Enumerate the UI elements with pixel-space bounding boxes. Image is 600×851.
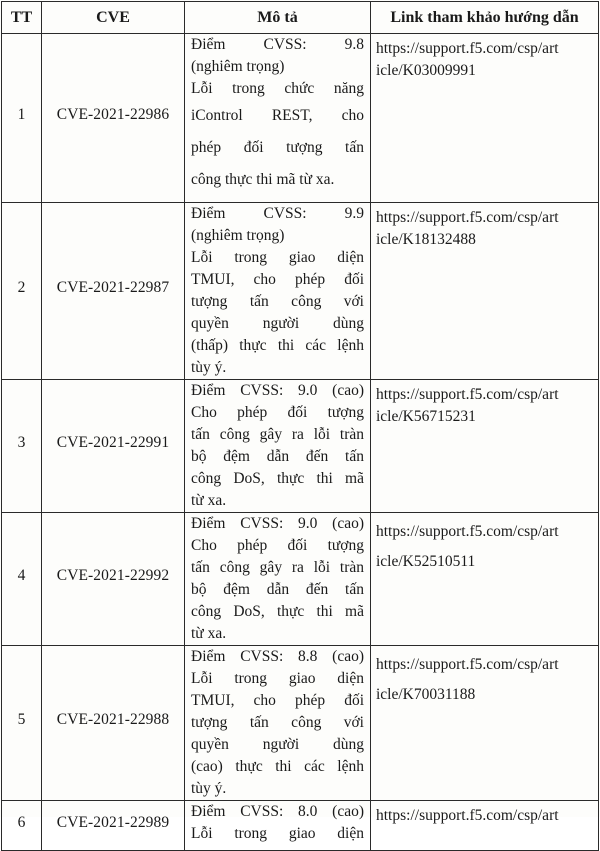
description-line: Cho phép đối tượng: [191, 404, 364, 421]
cve-id: CVE-2021-22986: [56, 106, 170, 123]
reference-link-line[interactable]: https://support.f5.com/csp/art: [376, 40, 559, 57]
cve-id-cell: [42, 203, 185, 380]
description-line: tùy ý.: [191, 359, 227, 376]
row-number-cell: [2, 34, 42, 203]
description-line: Lỗi trong giao diện: [191, 249, 364, 266]
description-line: (cao) thực thi các lệnh: [191, 758, 364, 775]
header-cve: CVE: [42, 2, 185, 34]
description-line: phép đối tượng tấn: [191, 139, 364, 156]
description-line: Điểm CVSS: 9.9: [191, 205, 364, 222]
reference-link-cell: [371, 34, 599, 203]
description-line: Cho phép đối tượng: [191, 537, 364, 554]
row-number-cell: [2, 380, 42, 513]
reference-link-cell: [371, 646, 599, 801]
description-line: Điểm CVSS: 9.0 (cao): [191, 515, 364, 532]
description-line: iControl REST, cho: [191, 107, 364, 124]
description-line: TMUI, cho phép đối: [191, 692, 364, 709]
row-number-cell: [2, 203, 42, 380]
row-number: 2: [17, 279, 26, 296]
description-line: công DoS, thực thi mã: [191, 470, 364, 487]
description-line: (nghiêm trọng): [191, 227, 285, 244]
description-cell: [185, 203, 371, 380]
description-line: bộ đệm dẫn đến tấn: [191, 448, 364, 465]
reference-link-line[interactable]: https://support.f5.com/csp/art: [376, 209, 559, 226]
cve-id-cell: [42, 380, 185, 513]
reference-link-line[interactable]: icle/K56715231: [376, 408, 476, 425]
description-line: tượng tấn công với: [191, 293, 364, 310]
description-line: (nghiêm trọng): [191, 58, 285, 75]
row-number-cell: [2, 513, 42, 646]
description-line: công DoS, thực thi mã: [191, 603, 364, 620]
table-row: [2, 646, 599, 801]
cve-id: CVE-2021-22987: [56, 279, 170, 296]
description-line: Điểm CVSS: 9.0 (cao): [191, 382, 364, 399]
header-reference-link: Link tham khảo hướng dẫn: [371, 2, 599, 34]
row-number: 4: [17, 567, 26, 584]
description-line: (thấp) thực thi các lệnh: [191, 337, 364, 354]
table-row: [2, 34, 599, 203]
reference-link-line[interactable]: https://support.f5.com/csp/art: [376, 807, 559, 824]
cve-id: CVE-2021-22989: [56, 813, 170, 831]
row-number-cell: [2, 801, 42, 851]
cve-id-cell: [42, 513, 185, 646]
reference-link-cell: [371, 380, 599, 513]
cve-id: CVE-2021-22988: [56, 711, 170, 728]
reference-link-line[interactable]: icle/K18132488: [376, 231, 476, 248]
description-line: Điểm CVSS: 8.0 (cao): [191, 803, 364, 820]
description-line: Điểm CVSS: 9.8: [191, 36, 364, 53]
table-row: [2, 513, 599, 646]
row-number-cell: [2, 646, 42, 801]
description-line: công thực thi mã từ xa.: [191, 171, 335, 188]
description-line: từ xa.: [191, 492, 227, 509]
row-number: 1: [17, 106, 26, 123]
description-line: Lỗi trong chức năng: [191, 80, 364, 97]
description-cell: [185, 513, 371, 646]
description-cell: [185, 646, 371, 801]
cve-id: CVE-2021-22992: [56, 567, 170, 584]
reference-link-line[interactable]: https://support.f5.com/csp/art: [376, 523, 559, 540]
row-number: 5: [17, 711, 26, 728]
description-line: quyền người dùng: [191, 315, 364, 332]
description-line: bộ đệm dẫn đến tấn: [191, 581, 364, 598]
table-header-row: [2, 2, 599, 34]
reference-link-cell: [371, 801, 599, 851]
reference-link-line[interactable]: icle/K03009991: [376, 62, 476, 79]
reference-link-line[interactable]: icle/K70031188: [376, 686, 476, 703]
row-number: 3: [17, 434, 26, 451]
description-line: từ xa.: [191, 625, 227, 642]
row-number: 6: [17, 813, 26, 831]
description-line: quyền người dùng: [191, 736, 364, 753]
table-row: [2, 801, 599, 851]
cve-id-cell: [42, 646, 185, 801]
header-tt: TT: [2, 2, 42, 34]
description-cell: [185, 801, 371, 851]
reference-link-line[interactable]: https://support.f5.com/csp/art: [376, 386, 559, 403]
reference-link-line[interactable]: icle/K52510511: [376, 553, 476, 570]
reference-link-line[interactable]: https://support.f5.com/csp/art: [376, 656, 559, 673]
description-line: tấn công gây ra lỗi tràn: [191, 426, 364, 443]
reference-link-cell: [371, 513, 599, 646]
cve-table: [1, 1, 599, 851]
cve-id-cell: [42, 801, 185, 851]
header-description: Mô tả: [185, 2, 371, 34]
description-line: Lỗi trong giao diện: [191, 825, 364, 842]
cve-id-cell: [42, 34, 185, 203]
cve-id: CVE-2021-22991: [56, 434, 170, 451]
table-row: [2, 380, 599, 513]
description-cell: [185, 34, 371, 203]
description-line: Điểm CVSS: 8.8 (cao): [191, 648, 364, 665]
description-line: tượng tấn công với: [191, 714, 364, 731]
description-line: tùy ý.: [191, 780, 227, 797]
reference-link-cell: [371, 203, 599, 380]
description-line: Lỗi trong giao diện: [191, 670, 364, 687]
description-line: tấn công gây ra lỗi tràn: [191, 559, 364, 576]
table-row: [2, 203, 599, 380]
description-cell: [185, 380, 371, 513]
description-line: TMUI, cho phép đối: [191, 271, 364, 288]
